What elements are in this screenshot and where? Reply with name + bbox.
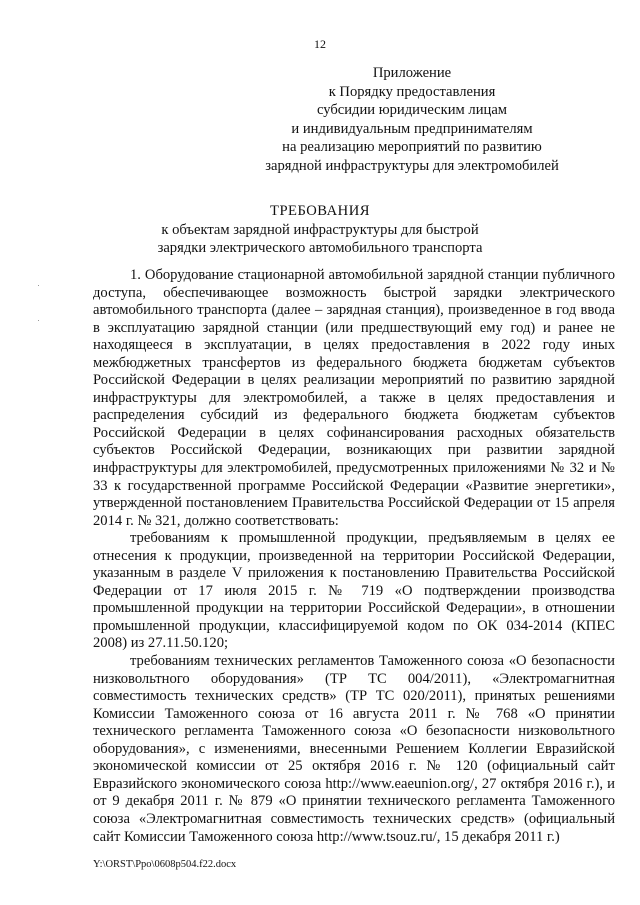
document-title-block	[0, 202, 640, 258]
appendix-line: Приложение	[372, 65, 452, 81]
margin-mark	[38, 320, 39, 321]
appendix-line: на реализацию мероприятий по развитию	[282, 139, 542, 156]
page-number: 12	[314, 37, 326, 51]
appendix-header	[222, 64, 602, 176]
appendix-line: к Порядку предоставления	[328, 83, 496, 100]
footer-file-path: Y:\ORST\Ppo\0608p504.f22.docx	[93, 859, 237, 870]
margin-mark	[38, 285, 39, 286]
appendix-line: и индивидуальным предпринимателям	[291, 120, 533, 137]
document-subtitle-line: зарядки электрического автомобильного транспорта	[157, 240, 483, 257]
document-title: ТРЕБОВАНИЯ	[270, 203, 370, 219]
body-paragraph: требованиям к промышленной продукции, предъявляемым в целях ее отнесения к продукции, произведенной на территории Российской Федерации, указанным в разделе V приложения к постановлению Правительства Российской Федерации от 17 июля 2015 г. № 719 «О подтверждении производства промышленной продукции на территории Российской Федерации», в отношении промышленной продукции, классифицируемой кодом по ОК 034-2014 (КПЕС 2008) из 27.11.50.120;	[93, 530, 615, 652]
document-body	[93, 267, 615, 846]
body-paragraph: требованиям технических регламентов Таможенного союза «О безопасности низковольтного оборудования» (ТР ТС 004/2011), «Электромагнитная совместимость технических средств» (ТР ТС 020/2011), принятых решениями Комиссии Таможенного союза от 16 августа 2011 г. № 768 «О принятии технического регламента Таможенного союза «О безопасности низковольтного оборудования», с изменениями, внесенными Решением Коллегии Евразийской экономической комиссии от 25 октября 2016 г. № 120 (официальный сайт Евразийского экономического союза http://www.eaeunion.org/, 27 октября 2016 г.), и от 9 декабря 2011 г. № 879 «О принятии технического регламента Таможенного союза «Электромагнитная совместимость технических средств» (официальный сайт Комиссии Таможенного союза http://www.tsouz.ru/, 15 декабря 2011 г.)	[93, 653, 615, 845]
body-paragraph: 1. Оборудование стационарной автомобильной зарядной станции публичного доступа, обеспечивающее возможность быстрой зарядки электрического автомобильного транспорта (далее – зарядная станция), произведенное в год ввода в эксплуатацию зарядной станции (или предшествующий ему год) и ранее не находящееся в эксплуатации, в целях предоставления в 2022 году иных межбюджетных трансфертов из федерального бюджета бюджетам субъектов Российской Федерации в целях реализации мероприятий по развитию зарядной инфраструктуры для электромобилей, а также в целях предоставления и распределения субсидий из федерального бюджета бюджетам субъектов Российской Федерации в целях софинансирования расходных обязательств субъектов Российской Федерации, возникающих при развитии зарядной инфраструктуры для электромобилей, предусмотренных приложениями № 32 и № 33 к государственной программе Российской Федерации «Развитие энергетики», утвержденной постановлением Правительства Российской Федерации от 15 апреля 2014 г. № 321, должно соответствовать:	[93, 267, 615, 529]
appendix-line: зарядной инфраструктуры для электромобилей	[265, 157, 559, 174]
document-subtitle-line: к объектам зарядной инфраструктуры для быстрой	[161, 221, 479, 238]
appendix-line: субсидии юридическим лицам	[316, 102, 508, 119]
